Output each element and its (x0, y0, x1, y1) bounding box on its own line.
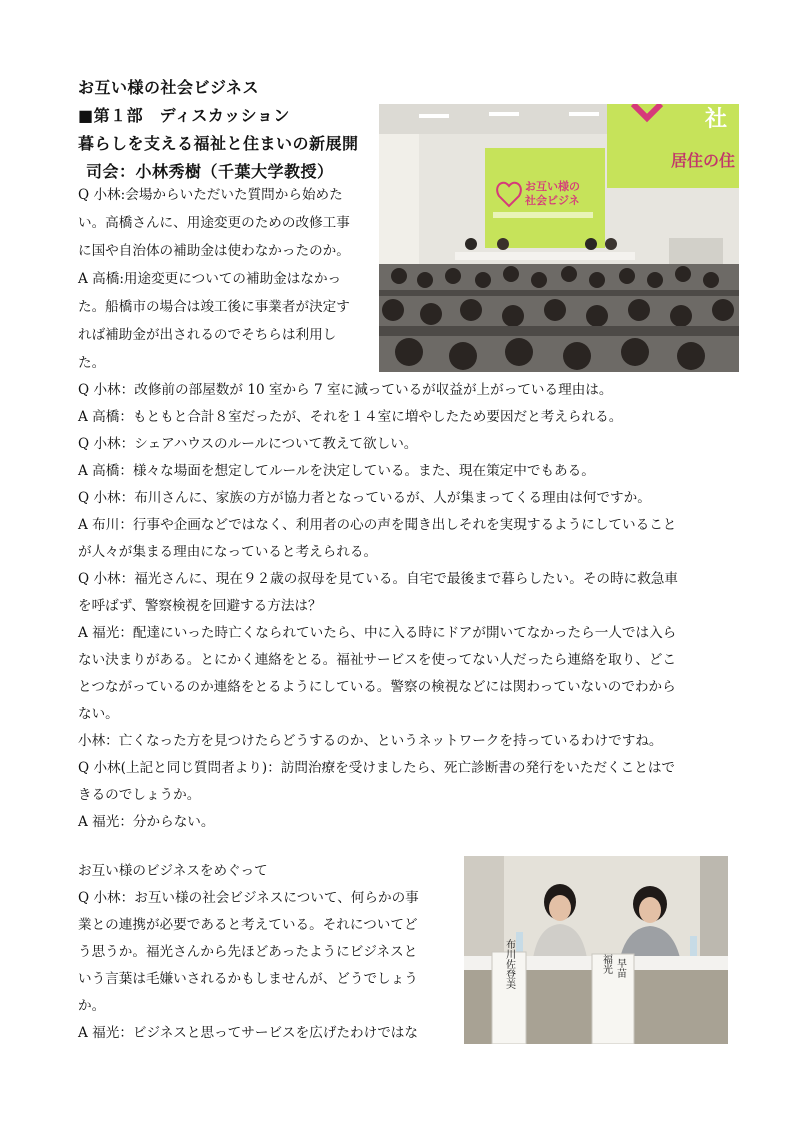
paragraph-line: Q 小林：福光さんに、現在９２歳の叔母を見ている。自宅で最後まで暮らしたい。その時に救急車 (78, 571, 678, 587)
paragraph-line: に国や自治体の補助金は使わなかったのか。 (78, 243, 350, 259)
screen-title-line1: お互い様の (525, 180, 580, 193)
panelists-photo (464, 856, 728, 1044)
paragraph-line: ない。 (78, 706, 119, 722)
paragraph-line: Q 小林：お互い様の社会ビジネスについて、何らかの事 (78, 890, 419, 906)
screen-title-line2: 社会ビジネ (525, 194, 580, 207)
paragraph-line: A 福光：配達にいった時亡くなられていたら、中に入る時にドアが開いてなかったら一人では入ら (78, 625, 677, 641)
paragraph-line: Q 小林：改修前の部屋数が 10 室から 7 室に減っているが収益が上がっている理由は。 (78, 382, 613, 398)
paragraph-line: A 福光：分からない。 (78, 814, 215, 830)
section-heading: ■第１部 ディスカッション (78, 106, 290, 125)
screen-right-sub: 居住の住 (671, 151, 736, 170)
nameplate-right-2: 早苗 (614, 958, 626, 978)
paragraph-line: いう言葉は毛嫌いされるかもしませんが、どうでしょう (78, 971, 418, 987)
paragraph-line: ない決まりがある。とにかく連絡をとる。福祉サービスを使ってない人だったら連絡を取り、どこ (78, 652, 677, 668)
paragraph-line: 小林：亡くなった方を見つけたらどうするのか、というネットワークを持っているわけですね。 (78, 733, 663, 749)
paragraph-line: た。 (78, 355, 106, 371)
paragraph-line: Q 小林(上記と同じ質問者より)：訪問治療を受けましたら、死亡診断書の発行をいただくことはで (78, 760, 676, 776)
paragraph-line: Q 小林:会場からいただいた質問から始めた (78, 187, 343, 203)
paragraph-line: か。 (78, 998, 106, 1014)
section-heading-2: お互い様のビジネスをめぐって (78, 863, 268, 879)
paragraph-line: A 高橋:用途変更についての補助金はなかっ (78, 271, 342, 287)
moderator: 司会：小林秀樹（千葉大学教授） (86, 162, 334, 181)
paragraph-line: A 高橋：もともと合計８室だったが、それを１４室に増やしたため要因だと考えられる。 (78, 409, 623, 425)
symposium-photo (379, 104, 739, 372)
nameplate-left: 布川佐登美 (503, 939, 515, 989)
paragraph-line: Q 小林：シェアハウスのルールについて教えて欲しい。 (78, 436, 418, 452)
paragraph-line: 業との連携が必要であると考えている。それについてど (78, 917, 418, 933)
paragraph-line: う思うか。福光さんから先ほどあったようにビジネスと (78, 944, 418, 960)
paragraph-line: A 布川：行事や企画などではなく、利用者の心の声を聞き出しそれを実現するようにしていること (78, 517, 677, 533)
paragraph-line: が人々が集まる理由になっていると考えられる。 (78, 544, 378, 560)
paragraph-line: とつながっているのか連絡をとるようにしている。警察の検視などには関わっていないのでわから (78, 679, 676, 695)
paragraph-line: きるのでしょうか。 (78, 787, 201, 803)
paragraph-line: れば補助金が出されるのでそちらは利用し (78, 327, 337, 343)
subtitle: 暮らしを支える福祉と住まいの新展開 (78, 134, 359, 153)
paragraph-line: Q 小林：布川さんに、家族の方が協力者となっているが、人が集まってくる理由は何ですか。 (78, 490, 651, 506)
paragraph-line: A 福光：ビジネスと思ってサービスを広げたわけではな (78, 1025, 418, 1041)
paragraph-line: い。高橋さんに、用途変更のための改修工事 (78, 215, 350, 231)
document-title: お互い様の社会ビジネス (78, 78, 260, 97)
paragraph-line: A 高橋：様々な場面を想定してルールを決定している。また、現在策定中でもある。 (78, 463, 595, 479)
nameplate-right-1: 福光 (600, 954, 612, 974)
paragraph-line: を呼ばず、警察検視を回避する方法は？ (78, 598, 322, 614)
paragraph-line: た。船橋市の場合は竣工後に事業者が決定す (78, 299, 350, 315)
screen-right-big: 社 (705, 107, 728, 132)
